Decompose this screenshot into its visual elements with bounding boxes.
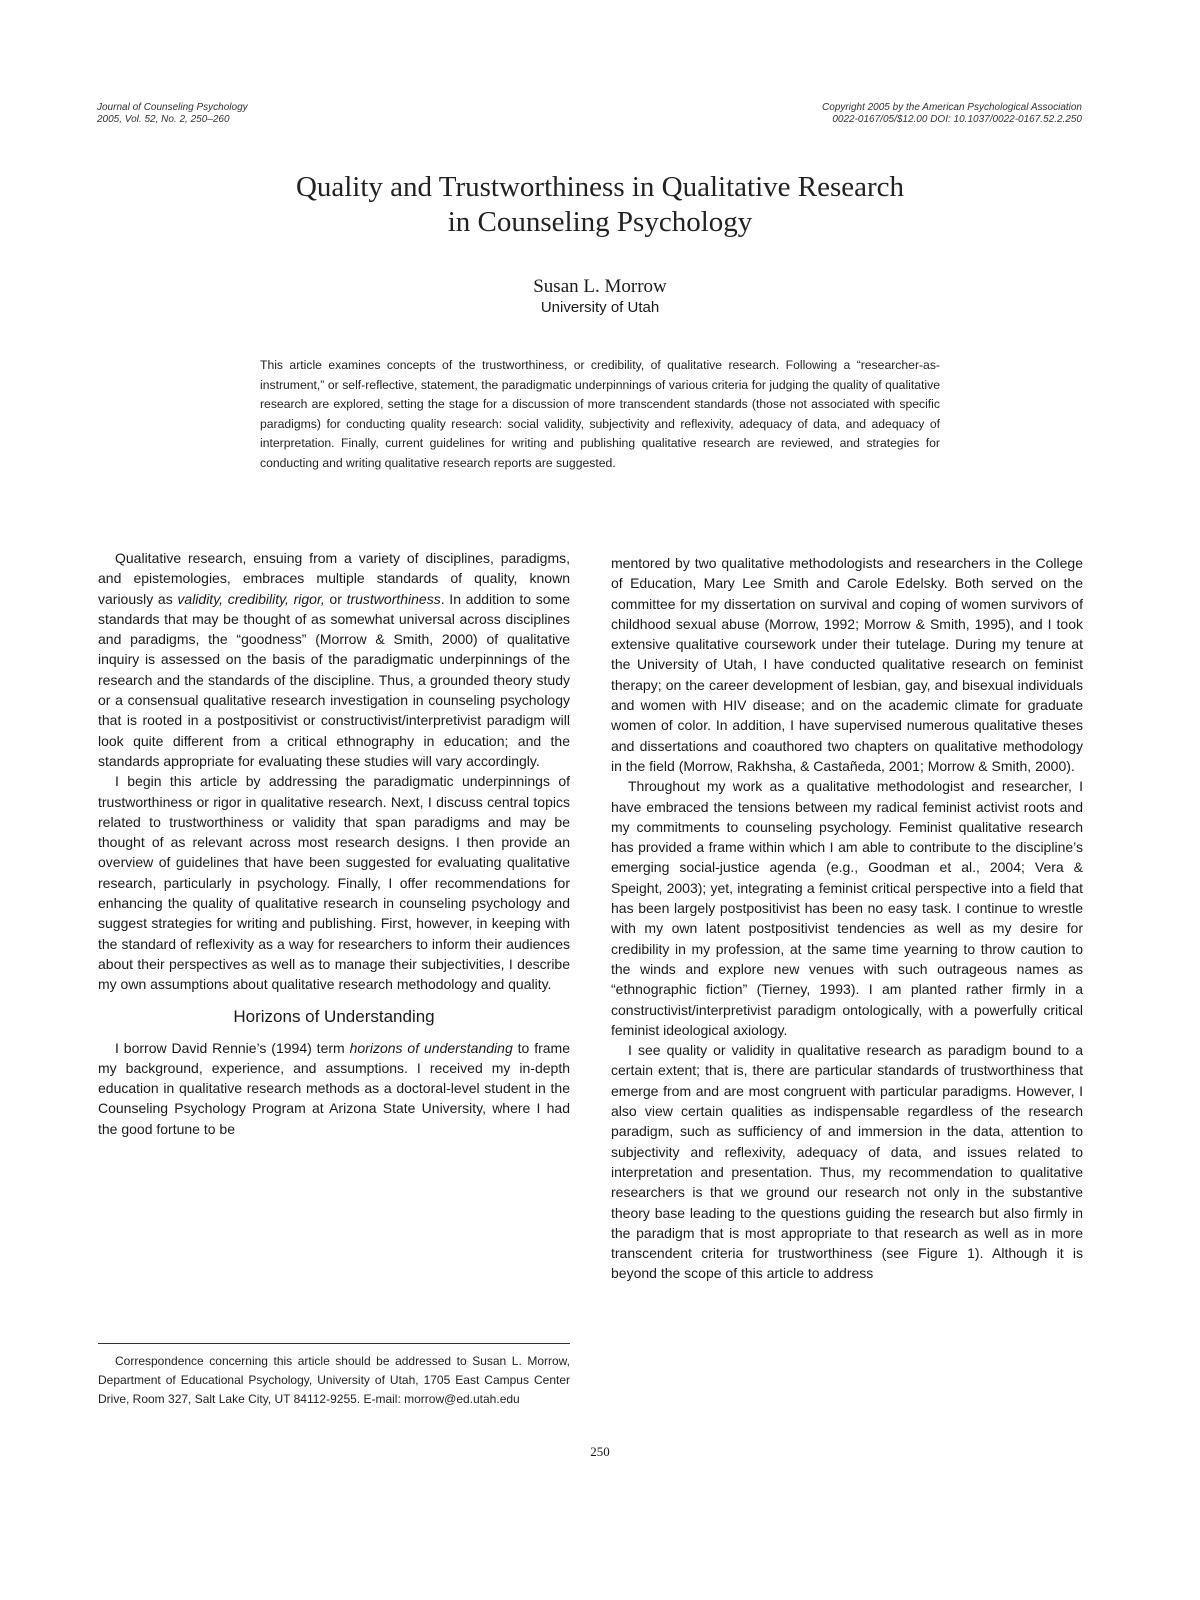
horizons-paragraph: I borrow David Rennie’s (1994) term horizons of understanding to frame my background, experience, and assumptions. I received my in-depth education in qualitative research methods as a doctoral-level student in the Counseling Psychology Program at Arizona State University, where I had the good fortune to be (98, 1039, 571, 1137)
page-number: 250 (590, 1444, 610, 1459)
doi-line: 0022-0167/05/$12.00 DOI: 10.1037/0022-0167.52.2.250 (832, 114, 1082, 125)
quality-terms: validity, credibility, rigor, (177, 590, 325, 607)
validity-paragraph: I see quality or validity in qualitative research as paradigm bound to a certain extent; that is, there are particular standards of trustworthiness that emerge from and are most congruent with particular paradigms. However, I also view certain qualities as indispensable regardless of the research paradigm, such as sufficiency of and immersion in the data, attention to subjectivity and reflexivity, adequacy of data, and issues related to interpretation and presentation. Thus, my recommendation to qualitative researchers is that we ground our research not only in the substantive theory base leading to the questions guiding the research but also firmly in the paradigm that is most appropriate to that research as well as in more transcendent criteria for trustworthiness (see Figure 1). Although it is beyond the scope of this article to address (611, 1042, 1083, 1282)
journal-name: Journal of Counseling Psychology (97, 102, 248, 113)
right-column (611, 553, 1083, 1284)
copyright-line: Copyright 2005 by the American Psychological Association (822, 102, 1082, 113)
running-header-right (822, 102, 1082, 126)
article-title (0, 170, 1200, 240)
correspondence-footnote: Correspondence concerning this article should be addressed to Susan L. Morrow, Department of Educational Psychology, University of Utah, 1705 East Campus Center Drive, Room 327, Salt Lake City, UT 84112-9255. E-mail: morrow@ed.utah.edu (98, 1354, 570, 1406)
footnote-divider (98, 1343, 570, 1344)
trustworthiness-term: trustworthiness (346, 590, 441, 607)
author-name: Susan L. Morrow (533, 276, 667, 297)
mentorship-paragraph: mentored by two qualitative methodologists and researchers in the College of Education, Mary Lee Smith and Carole Edelsky. Both served on the committee for my dissertation on survival and coping of women survivors of childhood sexual abuse (Morrow, 1992; Morrow & Smith, 1995), and I took extensive qualitative coursework under their tutelage. During my tenure at the University of Utah, I have conducted qualitative research on feminist therapy; on the career development of lesbian, gay, and bisexual individuals and women with HIV disease; and on the academic climate for graduate women of color. In addition, I have supervised numerous qualitative theses and dissertations and coauthored two chapters on qualitative methodology in the field (Morrow, Rakhsha, & Castañeda, 2001; Morrow & Smith, 2000). (611, 555, 1083, 774)
intro-paragraph: Qualitative research, ensuing from a variety of disciplines, paradigms, and epistemologies, embraces multiple standards of quality, known variously as validity, credibility, rigor, or trustworthiness. In addition to some standards that may be thought of as somewhat universal across disciplines and paradigms, the “goodness” (Morrow & Smith, 2000) of qualitative inquiry is assessed on the basis of the paradigmatic underpinnings of the research and the standards of the discipline. Thus, a grounded theory study or a consensual qualitative research investigation in counseling psychology that is rooted in a postpositivist or constructivist/interpretivist paradigm will look quite different from a critical ethnography in education; and the standards appropriate for evaluating these studies will vary accordingly. (98, 550, 570, 769)
running-header-left (97, 102, 248, 126)
title-line-1: Quality and Trustworthiness in Qualitative Research (295, 171, 905, 203)
section-heading: Horizons of Understanding (233, 1006, 435, 1026)
abstract: This article examines concepts of the trustworthiness, or credibility, of qualitative research. Following a “researcher-as-instrument,” or self-reflective, statement, the paradigmatic underpinnings of various criteria for judging the quality of qualitative research are explored, setting the stage for a discussion of more transcendent standards (those not associated with specific paradigms) for conducting quality research: social validity, subjectivity and reflexivity, adequacy of data, and adequacy of interpretation. Finally, current guidelines for writing and publishing qualitative research are reviewed, and strategies for conducting and writing qualitative research reports are suggested. (260, 358, 940, 470)
volume-info: 2005, Vol. 52, No. 2, 250–260 (97, 114, 230, 125)
left-column (98, 548, 570, 1139)
horizons-term: horizons of understanding (349, 1039, 513, 1056)
title-line-2: in Counseling Psychology (447, 206, 753, 238)
overview-paragraph: I begin this article by addressing the paradigmatic underpinnings of trustworthiness or rigor in qualitative research. Next, I discuss central topics related to trustworthiness or validity that span paradigms and may be thought of as relevant across most research designs. I then provide an overview of guidelines that have been suggested for evaluating qualitative research, particularly in psychology. Finally, I offer recommendations for enhancing the quality of qualitative research in counseling psychology and suggest strategies for writing and publishing. First, however, in keeping with the standard of reflexivity as a way for researchers to inform their audiences about their perspectives as well as to manage their subjectivities, I describe my own assumptions about qualitative research methodology and quality. (98, 773, 570, 993)
methodologist-paragraph: Throughout my work as a qualitative methodologist and researcher, I have embraced the tensions between my radical feminist activist roots and my commitments to counseling psychology. Feminist qualitative research has provided a frame within which I am able to contribute to the discipline’s emerging social-justice agenda (e.g., Goodman et al., 2004; Vera & Speight, 2003); yet, integrating a feminist critical perspective into a field that has been largely postpositivist has been no easy task. I continue to wrestle with my own latent postpositivist tendencies as well as my desire for credibility in my profession, at the same time yearning to throw caution to the winds and explore new venues with such outrageous names as “ethnographic fiction” (Tierney, 1993). I am planted rather firmly in a constructivist/interpretivist paradigm ontologically, with a powerfully critical feminist ideological axiology. (611, 778, 1083, 1038)
author-affiliation: University of Utah (540, 299, 660, 316)
